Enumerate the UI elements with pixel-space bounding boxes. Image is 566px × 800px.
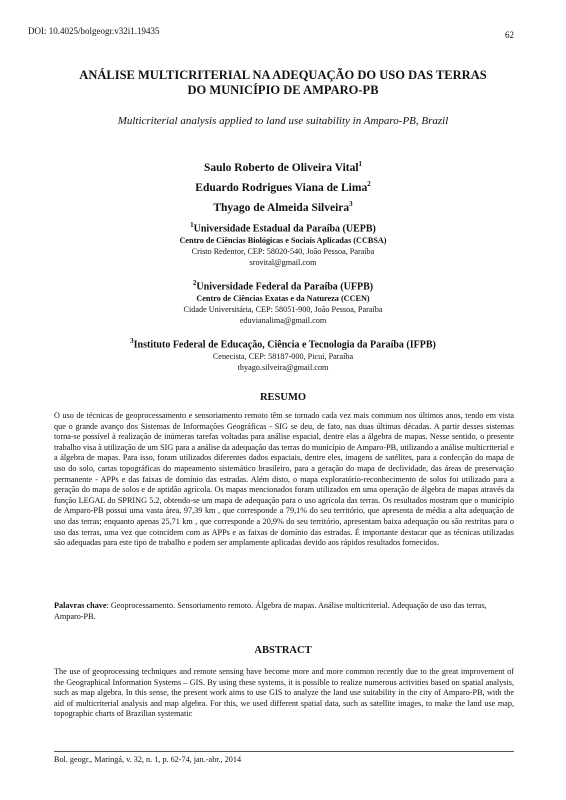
affiliation-department: Centro de Ciências Exatas e da Natureza (CCEN) [196,294,370,304]
doi-text: DOI: 10.4025/bolgeogr.v32i1.19435 [28,26,160,36]
affiliation-1 [40,219,526,268]
affiliation-email: thyago.silveira@gmail.com [237,363,329,373]
affiliation-2 [40,277,526,326]
keywords [54,601,514,622]
resumo-heading: RESUMO [259,392,307,403]
author-1: Saulo Roberto de Oliveira Vital$^1$ [203,160,363,174]
affiliation-department: Centro de Ciências Biológicas e Sociais Aplicadas (CCBSA) [179,236,387,246]
keywords-text: : Geoprocessamento. Sensoriamento remoto. Álgebra de mapas. Análise multicriterial. Adequação de uso das terras, Amparo-PB. [54,601,487,621]
resumo-text: O uso de técnicas de geoprocessamento e sensoriamento remoto têm se tornado cada vez mais commum nos últimos anos, tendo em vista que o grande avanço dos Sistemas de Informações Geográficas - SIG se deu, de fato, nas duas últimas décadas. A partir desses sistemas torna-se possível à realização de inúmeras tarefas voltadas para análise espacial, dentre elas a álgebra de mapas. Nesse sentido, o presente trabalho visa à utilização de um SIG para a análise da adequação das terras do município de Amparo-PB, utilizando a análise multicriterial e a álgebra de mapas. Para isso, foram utilizados diferentes dados espaciais, dentre eles, imagens de satélites, para a confecção do mapa de uso do solo, cartas topográficas do mapeamento sistemático brasileiro, para a geração do mapa de declividade, das áreas de preservação permanente - APPs e das faixas de domínio das estradas. Além disto, o mapa exploratório-reconhecimento de solos foi utilizado para a geração do mapa de solos e de aptidão agrícola. Os mapas mencionados foram utilizados em uma operação de álgebra de mapas através da função LEGAL do SPRING 5.2, obtendo-se um mapa de adequação para o uso agrícola das terras. Os resultados mostram que o município de Amparo-PB possui uma vasta área, 97,39 km , que corresponde a 79,1% do seu território, que apresenta de média a alta adequação de uso das terras; enquanto apenas 25,71 km , que corresponde a 20,9% do seu território, apresentam baixa adequação ou são restritas para o uso das terras, uma vez que coincidem com as APPs e as faixas de domínio das estradas. É importante destacar que as técnicas utilizadas são adequadas para este tipo de trabalho e podem ser amplamente aplicadas devido aos rápidos resultados fornecidos. [54,411,514,548]
author-2: Eduardo Rodrigues Viana de Lima$^2$ [195,179,371,194]
abstract-text: The use of geoprocessing techniques and remote sensing have become more and more common recently due to the great improvement of the Geographical Information Systems – GIS. By using these systems, it is possible to realize numerous activities based on spatial analysis, such as map algebra. In this sense, the present work aims to use GIS to analyze the land use suitability in the city of Amparo-PB, with the aid of multicriterial analysis and map algebra. For this, we used different spatial data, such as satellite images, to make the land use map, topographic charts of Brazilian systematic [54,667,514,719]
affiliation-address: Cristo Redentor, CEP: 58020-540, João Pessoa, Paraíba [191,247,375,257]
keywords-label: Palavras chave [54,601,107,610]
footer-divider [54,751,514,752]
english-title: Multicriterial analysis applied to land use suitability in Amparo-PB, Brazil [117,115,449,127]
footer-citation: Bol. geogr., Maringá, v. 32, n. 1, p. 62-74, jan.-abr., 2014 [54,755,242,764]
affiliation-institution: $^1$Universidade Estadual da Paraíba (UEPB) [190,221,376,235]
affiliation-address: Cidade Universitária, CEP: 58051-900, João Pessoa, Paraíba [183,305,383,315]
paper-title-line-2: DO MUNICÍPIO DE AMPARO-PB [187,83,379,97]
affiliation-email: eduvianalima@gmail.com [239,316,327,326]
abstract-heading: ABSTRACT [254,645,312,656]
affiliation-3 [40,335,526,373]
affiliation-address: Cenecista, CEP: 58187-000, Picuí, Paraíba [212,352,354,362]
paper-title-line-1: ANÁLISE MULTICRITERIAL NA ADEQUAÇÃO DO USO DAS TERRAS [79,68,487,82]
paper-title [40,68,526,98]
author-list [40,156,526,215]
page-number: 62 [505,30,514,40]
affiliation-institution: $^2$Universidade Federal da Paraíba (UFPB) [192,279,374,293]
author-3: Thyago de Almeida Silveira$^3$ [213,199,353,214]
affiliation-email: srovital@gmail.com [249,258,317,268]
affiliation-institution: $^3$Instituto Federal de Educação, Ciência e Tecnologia da Paraíba (IFPB) [130,337,436,351]
